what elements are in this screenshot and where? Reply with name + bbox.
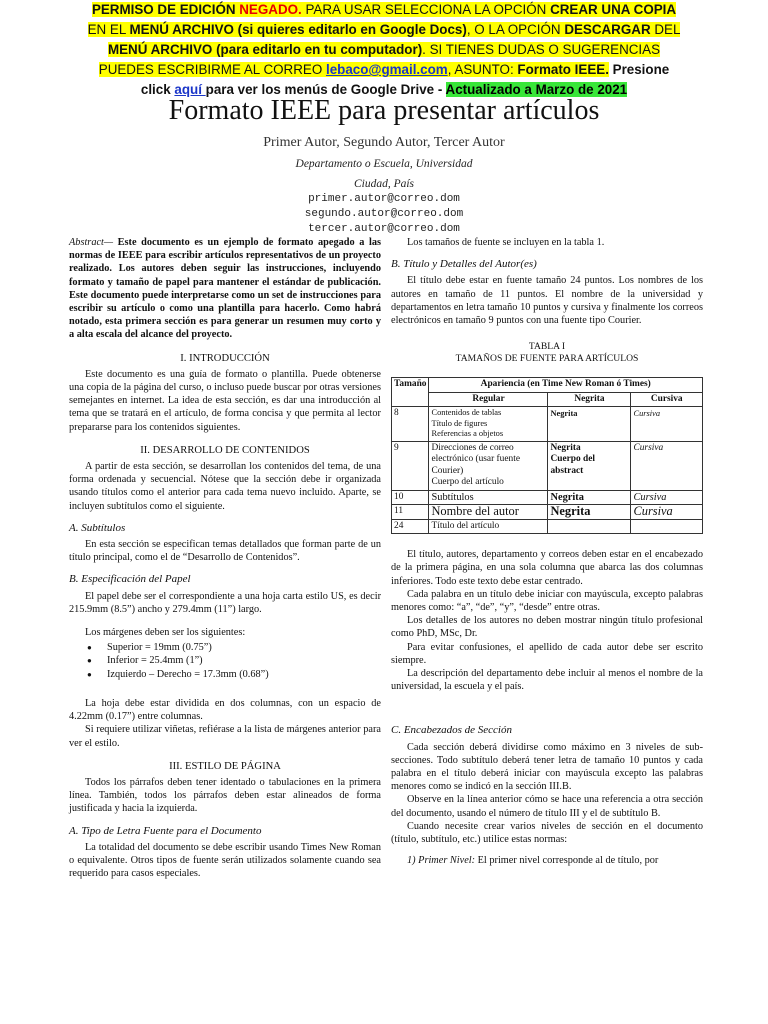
- table-cell: Título del artículo: [429, 519, 548, 534]
- table-cell: 10: [392, 490, 429, 505]
- section-heading: I. INTRODUCCIÓN: [180, 352, 270, 364]
- table-cell: Negrita: [548, 505, 631, 520]
- table-cell: Cursiva: [631, 407, 703, 442]
- banner-text: , ASUNTO:: [447, 62, 518, 77]
- table-header: Cursiva: [631, 392, 703, 407]
- abstract-label: Abstract—: [69, 237, 114, 248]
- paragraph: Los márgenes deben ser los siguientes:: [85, 627, 246, 639]
- paper-header: [0, 92, 768, 237]
- paragraph: Cada sección deberá dividirse como máximo en 3 niveles de sub-secciones. Todo subtítulo deberá tener letra de tamaño 10 puntos y cada palabra en el título deberá iniciar con mayúscula excepto las palabras menores como se indicó en la sección III.B.: [391, 741, 703, 793]
- table-number: TABLA I: [528, 341, 566, 353]
- paragraph: Observe en la línea anterior cómo se hace una referencia a otra sección del documento, usando el número de título III y el de subtítulo B.: [391, 794, 703, 819]
- table-header: Apariencia (en Time New Roman ó Times): [429, 378, 703, 393]
- table-cell: 8: [392, 407, 429, 442]
- table-cell: [631, 519, 703, 534]
- right-column: [391, 236, 703, 867]
- table-cell: [548, 519, 631, 534]
- banner-subject: Formato IEEE.: [517, 62, 609, 77]
- paragraph: [391, 854, 703, 867]
- table-cell: 11: [392, 505, 429, 520]
- banner-text: click: [140, 82, 175, 97]
- author-email: segundo.autor@correo.dom: [304, 208, 464, 220]
- section-heading: II. DESARROLLO DE CONTENIDOS: [140, 444, 310, 456]
- banner-text: PUEDES ESCRIBIRME AL CORREO: [98, 62, 326, 77]
- paragraph: La hoja debe estar dividida en dos columnas, con un espacio de 4.22mm (0.17”) entre columnas.: [69, 697, 381, 723]
- abstract-text: Este documento es un ejemplo de formato apegado a las normas de IEEE para escribir artículos representativos de un proyecto realizado. Los autores deben seguir las instrucciones, incluyendo formato y tamaño de papel para mantener el estándar de publicación. Este documento puede interpretarse como un set de instrucciones para escribir su artículo o como una plantilla para hacerlo. Como habrá notado, esta primera sección es para generar un resumen muy corto y a alta escala del alcance del proyecto.: [69, 237, 381, 341]
- banner-menu-text: MENÚ ARCHIVO (para editarlo en tu computador): [107, 42, 423, 57]
- email-link[interactable]: lebaco@gmail.com: [325, 62, 448, 77]
- section-heading: III. ESTILO DE PÁGINA: [169, 760, 281, 772]
- table-cell: Contenidos de tablas Título de figures Referencias a objetos: [429, 407, 548, 442]
- paragraph: El papel debe ser el correspondiente a una hoja carta estilo US, es decir 215.9mm (8.5”) ancho y 279.4mm (11”) largo.: [69, 590, 381, 615]
- table-header: Regular: [429, 392, 548, 407]
- department: Departamento o Escuela, Universidad: [295, 158, 473, 170]
- table-row: [392, 441, 703, 490]
- banner-denied: NEGADO.: [239, 2, 302, 17]
- banner-text: . SI TIENES DUDAS O SUGERENCIAS: [422, 42, 661, 57]
- paragraph: Para evitar confusiones, el apellido de cada autor debe ser escrito siempre.: [391, 641, 703, 666]
- font-size-table: [391, 377, 703, 534]
- table-cell: Nombre del autor: [429, 505, 548, 520]
- table-header: Tamaño: [392, 378, 429, 407]
- table-cell: Direcciones de correo electrónico (usar fuente Courier) Cuerpo del artículo: [429, 441, 548, 490]
- banner-text: para ver los menús de Google Drive -: [205, 82, 446, 97]
- table-cell: Negrita: [548, 490, 631, 505]
- banner-menu-text: MENÚ ARCHIVO (si quieres editarlo en Google Docs): [129, 22, 467, 37]
- margins-list: [89, 641, 381, 681]
- table-cell: Negrita: [548, 407, 631, 442]
- table-cell: 24: [392, 519, 429, 534]
- paragraph: Cuando necesite crear varios niveles de sección en el documento (título, subtítulo, etc.) utilice estas normas:: [391, 820, 703, 846]
- paragraph: Los tamaños de fuente se incluyen en la tabla 1.: [407, 237, 605, 248]
- table-row: [392, 407, 703, 442]
- table-row: [392, 519, 703, 534]
- banner-download-option: DESCARGAR: [564, 22, 651, 37]
- paragraph: Los detalles de los autores no deben mostrar ningún título profesional como PhD, MSc, Dr.: [391, 615, 703, 640]
- banner-text: EN EL: [87, 22, 130, 37]
- table-row: [392, 505, 703, 520]
- abstract: [69, 236, 381, 342]
- table-title: TAMAÑOS DE FUENTE PARA ARTÍCULOS: [455, 353, 639, 365]
- banner-text: PERMISO DE EDICIÓN: [91, 2, 240, 17]
- here-link[interactable]: aquí: [174, 82, 206, 97]
- subsection-heading: B. Título y Detalles del Autor(es): [391, 258, 537, 271]
- left-column: [69, 236, 381, 880]
- paragraph: El título, autores, departamento y correos deben estar en el encabezado de la primera página, en una sola columna que abarca las dos columnas inferiores. Todo este texto debe estar centrado.: [391, 549, 703, 587]
- author-names: Primer Autor, Segundo Autor, Tercer Autor: [263, 135, 505, 150]
- permission-banner: [0, 0, 768, 100]
- paragraph: A partir de esta sección, se desarrollan los contenidos del tema, de una forma ordenada y secuencial. Nótese que la sección debe ir organizada usando títulos como el anterior para cada tema nuevo incluido. Aparte, se incluyen subtítulos como el siguiente.: [69, 461, 381, 512]
- banner-text: PARA USAR SELECCIONA LA OPCIÓN: [301, 2, 551, 17]
- author-email: tercer.autor@correo.dom: [308, 223, 460, 235]
- subsection-heading: A. Subtítulos: [69, 521, 126, 534]
- banner-copy-option: CREAR UNA COPIA: [550, 2, 677, 17]
- paragraph: Cada palabra en un título debe iniciar con mayúscula, excepto palabras menores como: “a”, “de”, “y”, “desde” entre otras.: [391, 588, 703, 614]
- banner-text: , O LA OPCIÓN: [466, 22, 565, 37]
- table-cell: Subtítulos: [429, 490, 548, 505]
- paper-title: Formato IEEE para presentar artículos: [168, 95, 600, 126]
- subsection-heading: C. Encabezados de Sección: [391, 724, 512, 737]
- update-badge: Actualizado a Marzo de 2021: [445, 82, 628, 97]
- subsection-heading: A. Tipo de Letra Fuente para el Documento: [69, 824, 262, 837]
- paragraph: La descripción del departamento debe incluir al menos el nombre de la universidad, la escuela y el país.: [391, 668, 703, 693]
- table-cell: 9: [392, 441, 429, 490]
- table-cell: Cursiva: [631, 505, 703, 520]
- level-label: 1) Primer Nivel:: [407, 855, 476, 867]
- table-cell: Cursiva: [631, 441, 703, 490]
- table-row: [392, 490, 703, 505]
- paragraph: La totalidad del documento se debe escribir usando Times New Roman o equivalente. Otros tipos de fuente serán utilizados solamente cuando sea requerido para casos especiales.: [69, 841, 381, 880]
- paragraph: Todos los párrafos deben tener identado o tabulaciones en la primera línea. También, todos los párrafos deben estar alineados de forma justificada y hacia la izquierda.: [69, 776, 381, 815]
- paragraph: Si requiere utilizar viñetas, refiérase a la lista de márgenes anterior para ver el estilo.: [69, 724, 381, 749]
- table-cell: Cursiva: [631, 490, 703, 505]
- table-cell: Negrita Cuerpo del abstract: [548, 441, 631, 490]
- table-header: Negrita: [548, 392, 631, 407]
- paragraph: El título debe estar en fuente tamaño 24 puntos. Los nombres de los autores en tamaño de 11 puntos. El nombre de la universidad y departamentos en letra tamaño 10 puntos y cursiva y finalmente los correos electrónicos en tamaño 9 puntos con una fuente tipo Courier.: [391, 275, 703, 327]
- paragraph: Este documento es una guía de formato o plantilla. Puede obtenerse una copia de la página del curso, o incluso puede buscar por otras versiones semejantes en internet. La idea de esta sección, es dar una introducción al tema que se tratará en el artículo, de forma concisa y que permita al lector prepararse para los contenidos siguientes.: [69, 368, 381, 433]
- list-item: ● Inferior = 25.4mm (1”): [89, 654, 381, 667]
- list-item: ● Izquierdo – Derecho = 17.3mm (0.68”): [89, 668, 381, 681]
- author-email: primer.autor@correo.dom: [308, 193, 460, 205]
- paragraph-text: El primer nivel corresponde al de título, por: [475, 855, 659, 867]
- paragraph: En esta sección se especifican temas detallados que forman parte de un título principal, como el de “Desarrollo de Contenidos”.: [69, 539, 381, 564]
- city-country: Ciudad, País: [353, 178, 415, 190]
- banner-text: DEL: [650, 22, 681, 37]
- banner-text: Presione: [608, 62, 670, 77]
- list-item: ● Superior = 19mm (0.75”): [89, 641, 381, 654]
- subsection-heading: B. Especificación del Papel: [69, 573, 191, 586]
